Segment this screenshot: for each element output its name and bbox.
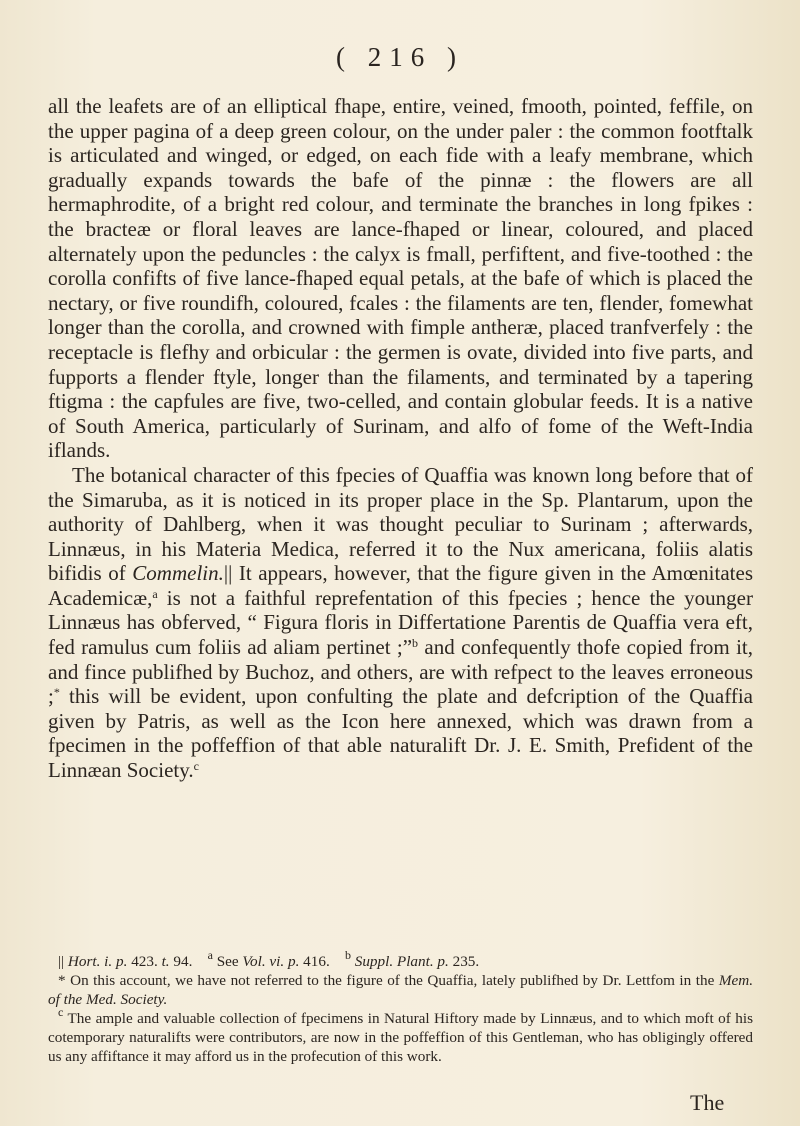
paragraph-2-text-a: The botanical character of this fpecies of Quaffia was known long before that of the Simaruba, as it is noticed in its proper place in the Sp. Plantarum, upon the authority of Dahlberg, when it was thought peculiar to Surinam ; afterwards, Linnæus, in his Materia Medica, referred it to the Nux americana, foliis alatis bifidis of: [48, 462, 753, 586]
paragraph-2-text-c: is not a faithful reprefentation of this fpecies ; hence the younger Linnæus has obferved, “ Figura floris in Differtatione Parentis de Quaffia vera eft, fed ramulus cum foliis ad aliam pertinet ;”: [48, 585, 753, 660]
paragraph-2-text-e: this will be evident, upon confulting the plate and defcription of the Quaffia given by Patris, as well as the Icon here annexed, which was drawn from a fpecimen in the poffeffion of that able naturalift Dr. J. E. Smith, Prefident of the Linnæan Society.: [48, 684, 753, 783]
footnote-suppl-page: 235.: [448, 953, 480, 970]
footnote-star: [48, 971, 753, 1009]
footnote-c: [48, 1005, 753, 1066]
footnote-c-mark: c: [58, 1005, 64, 1019]
main-text: [48, 94, 753, 783]
footnote-ref-b: b: [412, 636, 419, 651]
paragraph-2-text-d: and confequently thofe copied from it, and fince publifhed by Buchoz, and others, are with refpect to the leaves erroneous ;: [48, 635, 753, 709]
footnote-line-references: [48, 948, 753, 971]
footnote-vol: Vol. vi. p.: [242, 953, 300, 970]
footnote-hort: Hort. i. p.: [67, 953, 128, 970]
footnotes: [48, 948, 753, 1066]
footnote-ref-star: *: [53, 685, 60, 700]
paragraph-botanical-character: [48, 463, 753, 783]
page-number: ( 216 ): [336, 42, 464, 72]
footnote-mem: Mem. of the Med. Society.: [48, 972, 753, 1008]
footnote-star-mark: *: [58, 972, 66, 989]
footnote-c-text: The ample and valuable collection of fpecimens in Natural Hiftory made by Linnæus, and to which moft of his cotemporary naturalifts were contributors, are now in the poffeffion of this Gentleman, who has obligingly offered us any affiftance it may afford us in the profecution of this work.: [48, 1010, 753, 1065]
footnote-b-mark: b: [344, 948, 351, 962]
footnote-ref-c: c: [193, 759, 199, 774]
paragraph-2-text-b: It appears, however, that the figure given in the Amœnitates Academicæ,: [48, 561, 753, 610]
footnote-vol-page: 416.: [299, 953, 330, 970]
footnote-t-num: 94.: [169, 953, 193, 970]
footnote-see: See: [212, 953, 243, 970]
commelin-reference: Commelin.: [132, 561, 224, 586]
catchword: The: [690, 1090, 725, 1115]
footnote-hort-page: 423.: [127, 953, 162, 970]
paragraph-leaf-description: [48, 94, 753, 463]
footnote-a-mark: a: [207, 948, 213, 962]
footnote-t: t.: [161, 953, 170, 970]
footnote-star-text: On this account, we have not referred to the figure of the Quaffia, lately publifhed by Dr. Lettfom in the: [65, 972, 719, 989]
footnote-ref-a: a: [152, 586, 158, 601]
footnote-parallel-mark: ||: [58, 953, 65, 970]
parallel-mark: ||: [223, 561, 233, 586]
footnote-suppl: Suppl. Plant. p.: [354, 953, 449, 970]
paragraph-1-text: all the leafets are of an elliptical fhape, entire, veined, fmooth, pointed, feffile, on the upper pagina of a deep green colour, on the under paler : the common footftalk is articulated and winged, or edged, on each fide with a leafy membrane, which gradually expands towards the bafe of the pinnæ : the flowers are all hermaphrodite, of a bright red colour, and terminate the branches in long fpikes : the bracteæ or floral leaves are lance-fhaped or linear, coloured, and placed alternately upon the peduncles : the calyx is fmall, perfiftent, and five-toothed : the corolla confifts of five lance-fhaped equal petals, at the bafe of which is placed the nectary, or five roundifh, coloured, fcales : the filaments are ten, flender, fomewhat longer than the corolla, and crowned with fimple antheræ, placed tranfverfely : the receptacle is flefhy and orbicular : the germen is ovate, divided into five parts, and fupports a flender ftyle, longer than the filaments, and terminated by a tapering ftigma : the capfules are five, two-celled, and contain globular feeds. It is a native of South America, particularly of Surinam, and alfo of fome of the Weft-India iflands.: [48, 94, 753, 463]
